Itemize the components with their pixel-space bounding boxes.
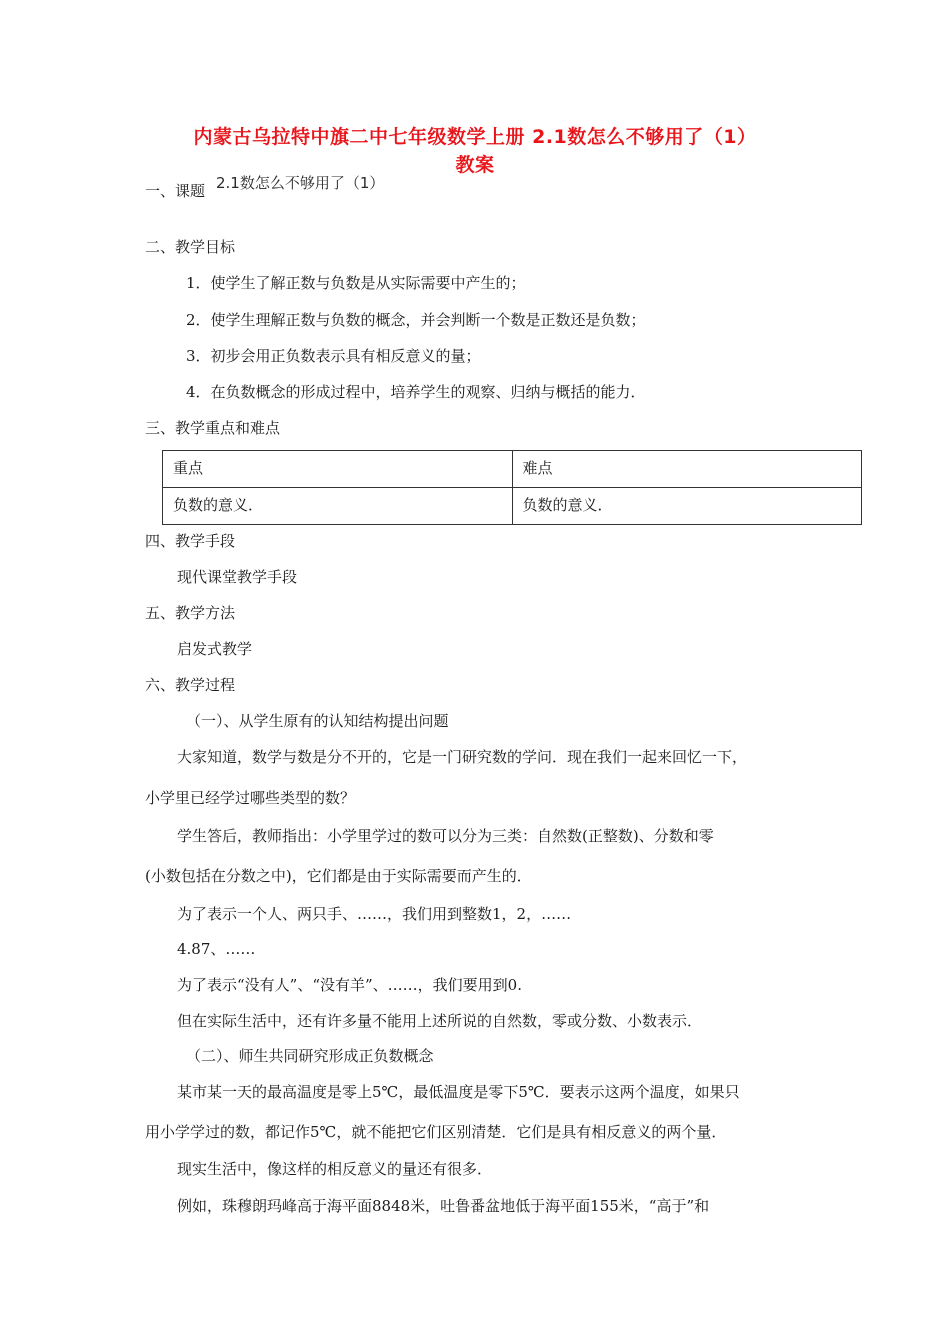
key-difficulty-table <box>162 450 862 525</box>
paragraph-line: 学生答后，教师指出：小学里学过的数可以分为三类：自然数(正整数)、分数和零 <box>177 827 714 845</box>
paragraph-line: 但在实际生活中，还有许多量不能用上述所说的自然数，零或分数、小数表示． <box>177 1012 703 1030</box>
table-header-key: 重点 <box>163 451 513 488</box>
paragraph-line: 为了表示“没有人”、“没有羊”、……，我们要用到0. <box>177 976 522 994</box>
paragraph-line: 例如，珠穆朗玛峰高于海平面8848米，吐鲁番盆地低于海平面155米，“高于”和 <box>177 1197 710 1215</box>
section-4-heading: 四、教学手段 <box>145 532 236 550</box>
paragraph-line: 大家知道，数学与数是分不开的，它是一门研究数的学问．现在我们一起来回忆一下， <box>177 748 748 766</box>
section-5-text: 启发式教学 <box>177 640 253 658</box>
paragraph-line: 为了表示一个人、两只手、……，我们用到整数1，2，…… <box>177 905 572 923</box>
subsection-heading: （一）、从学生原有的认知结构提出问题 <box>186 712 449 730</box>
table-cell-key: 负数的意义． <box>163 488 513 525</box>
document-title-continued: 教案 <box>455 154 495 176</box>
subsection-heading: （二）、师生共同研究形成正负数概念 <box>186 1047 434 1065</box>
goal-item: 4．在负数概念的形成过程中，培养学生的观察、归纳与概括的能力． <box>186 383 646 401</box>
table-header-difficulty: 难点 <box>512 451 862 488</box>
paragraph-line: 4.87、…… <box>177 940 256 958</box>
section-6-heading: 六、教学过程 <box>145 676 236 694</box>
table-row <box>163 488 862 525</box>
section-1-heading: 一、课题 <box>145 182 206 200</box>
paragraph-line: 现实生活中，像这样的相反意义的量还有很多． <box>177 1160 493 1178</box>
section-5-heading: 五、教学方法 <box>145 604 236 622</box>
paragraph-line: 用小学学过的数，都记作5℃，就不能把它们区别清楚．它们是具有相反意义的两个量． <box>145 1123 727 1141</box>
section-3-heading: 三、教学重点和难点 <box>145 419 281 437</box>
section-2-heading: 二、教学目标 <box>145 238 236 256</box>
lesson-subject: 2.1数怎么不够用了（1） <box>216 174 385 192</box>
paragraph-line: 某市某一天的最高温度是零上5℃，最低温度是零下5℃．要表示这两个温度，如果只 <box>177 1083 740 1101</box>
document-title: 内蒙古乌拉特中旗二中七年级数学上册 2.1数怎么不够用了（1） <box>193 126 757 148</box>
table-cell-difficulty: 负数的意义． <box>512 488 862 525</box>
table-row <box>163 451 862 488</box>
goal-item: 1．使学生了解正数与负数是从实际需要中产生的； <box>186 274 526 292</box>
goal-item: 3．初步会用正负数表示具有相反意义的量； <box>186 347 481 365</box>
section-4-text: 现代课堂教学手段 <box>177 568 298 586</box>
goal-item: 2．使学生理解正数与负数的概念，并会判断一个数是正数还是负数； <box>186 311 646 329</box>
paragraph-line: 小学里已经学过哪些类型的数？ <box>145 789 356 807</box>
paragraph-line: (小数包括在分数之中)，它们都是由于实际需要而产生的． <box>145 867 532 885</box>
